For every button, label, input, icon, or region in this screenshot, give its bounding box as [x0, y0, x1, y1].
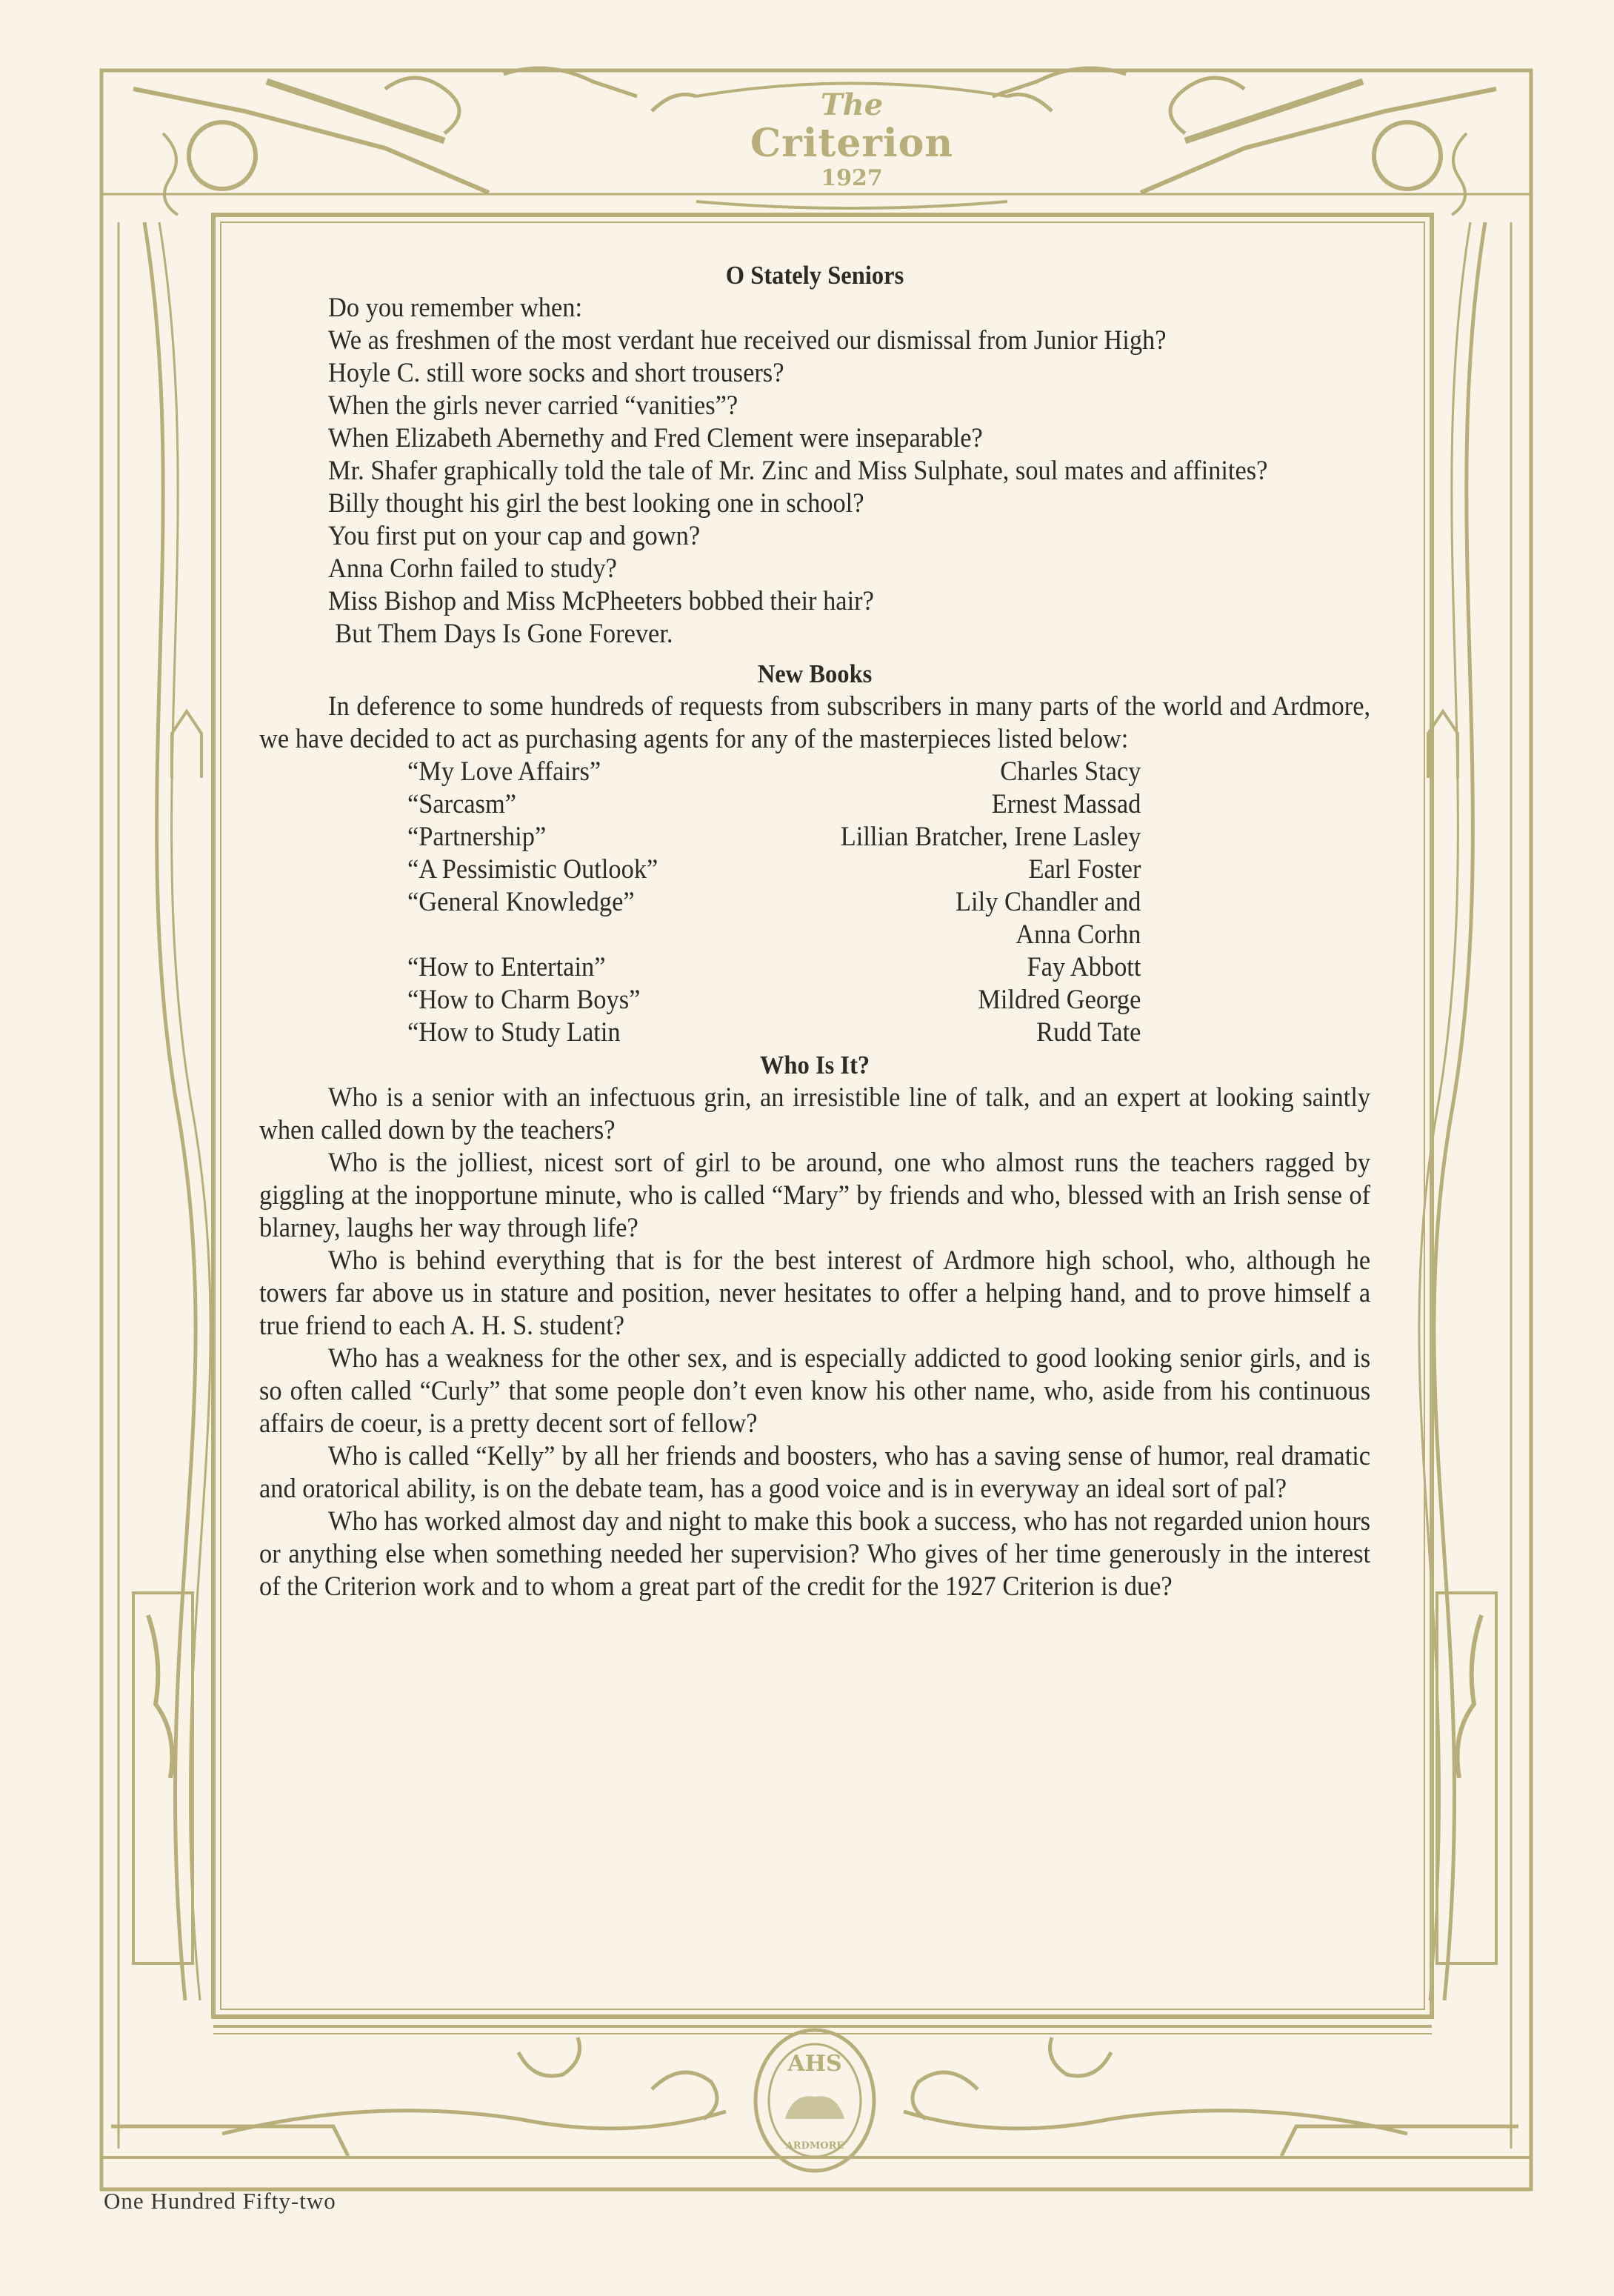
remember-line: We as freshmen of the most verdant hue received our dismissal from Junior High?	[328, 325, 1167, 356]
remember-line: Hoyle C. still wore socks and short trousers?	[328, 358, 784, 388]
book-title: “Partnership”	[407, 822, 547, 852]
section-title: Who Is It?	[759, 1051, 870, 1079]
masthead-title: Criterion	[750, 121, 954, 166]
who-paragraph: Who is behind everything that is for the best interest of Ardmore high school, who, although he towers far above us in stature and position, never hesitates to offer a helping hand, and to prove himself a true friend to each A. H. S. student?	[259, 1245, 1371, 1341]
book-row	[407, 984, 1141, 1016]
book-title: “Sarcasm”	[407, 789, 517, 819]
book-author: Fay Abbott	[1027, 952, 1141, 982]
book-author: Lillian Bratcher, Irene Lasley	[840, 822, 1141, 852]
section-who-is-it	[259, 1049, 1370, 1603]
book-author: Ernest Massad	[991, 789, 1141, 819]
masthead	[696, 89, 1007, 191]
book-row	[407, 951, 1141, 984]
remember-line: You first put on your cap and gown?	[328, 521, 701, 551]
section-stately-seniors	[259, 259, 1370, 650]
book-author: Anna Corhn	[1016, 919, 1141, 950]
who-paragraph: Who has worked almost day and night to make this book a success, who has not regarded union hours or anything else when something needed her supervision? Who gives of her time generously in the interest of the Criterion work and to whom a great part of the credit for the 1927 Criterion is due?	[259, 1506, 1371, 1602]
new-books-intro: In deference to some hundreds of requests from subscribers in many parts of the world and Ardmore, we have decided to act as purchasing agents for any of the masterpieces listed below:	[259, 691, 1371, 754]
who-paragraph: Who has a weakness for the other sex, and is especially addicted to good looking senior girls, and is so often called “Curly” that some people don’t even know his other name, who, aside from his continuous affairs de coeur, is a pretty decent sort of fellow?	[259, 1343, 1371, 1439]
book-list	[407, 756, 1141, 1049]
page-content	[259, 259, 1370, 1603]
who-paragraph: Who is a senior with an infectuous grin, an irresistible line of talk, and an expert at looking saintly when called down by the teachers?	[259, 1082, 1371, 1145]
crest-tiger-icon	[785, 2096, 844, 2119]
book-title: “My Love Affairs”	[407, 756, 601, 787]
section-title: O Stately Seniors	[725, 261, 904, 290]
page-number: One Hundred Fifty-two	[104, 2188, 336, 2214]
book-title: “How to Study Latin	[407, 1017, 621, 1048]
book-row	[407, 788, 1141, 821]
masthead-year: 1927	[821, 165, 883, 191]
section-title: New Books	[757, 659, 873, 688]
book-author: Lily Chandler and	[956, 887, 1141, 917]
book-author: Earl Foster	[1028, 854, 1141, 885]
remember-closing: But Them Days Is Gone Forever.	[335, 619, 673, 649]
who-paragraph: Who is called “Kelly” by all her friends and boosters, who has a saving sense of humor, real dramatic and oratorical ability, is on the debate team, has a good voice and is in everyway an ideal sort of pal?	[259, 1441, 1371, 1504]
book-row	[407, 756, 1141, 788]
book-title: “General Knowledge”	[407, 887, 635, 917]
masthead-the: The	[820, 87, 884, 122]
book-title: “How to Entertain”	[407, 952, 606, 982]
remember-line: Mr. Shafer graphically told the tale of Mr. Zinc and Miss Sulphate, soul mates and affinites?	[328, 456, 1268, 486]
book-row	[407, 853, 1141, 886]
crest-monogram: AHS	[787, 2051, 842, 2077]
book-author: Rudd Tate	[1036, 1017, 1141, 1048]
remember-line: Miss Bishop and Miss McPheeters bobbed their hair?	[328, 586, 874, 616]
book-title: “How to Charm Boys”	[407, 985, 641, 1015]
book-row	[407, 919, 1141, 951]
crest-town: ARDMORE	[785, 2140, 844, 2152]
book-row	[407, 1016, 1141, 1049]
section-new-books	[259, 658, 1370, 1049]
remember-line: When the girls never carried “vanities”?	[328, 390, 738, 421]
remember-line: Anna Corhn failed to study?	[328, 553, 617, 584]
book-author: Mildred George	[978, 985, 1141, 1015]
who-paragraph: Who is the jolliest, nicest sort of girl to be around, one who almost runs the teachers ragged by giggling at the inopportune minute, who is called “Mary” by friends and who, blessed with an Irish sense of blarney, laughs her way through life?	[259, 1148, 1371, 1243]
book-row	[407, 886, 1141, 919]
book-title: “A Pessimistic Outlook”	[407, 854, 658, 885]
remember-line: Billy thought his girl the best looking one in school?	[328, 488, 864, 519]
remember-line: When Elizabeth Abernethy and Fred Clement were inseparable?	[328, 423, 983, 453]
book-row	[407, 821, 1141, 853]
book-author: Charles Stacy	[1000, 756, 1141, 787]
remember-line: Do you remember when:	[328, 293, 583, 323]
